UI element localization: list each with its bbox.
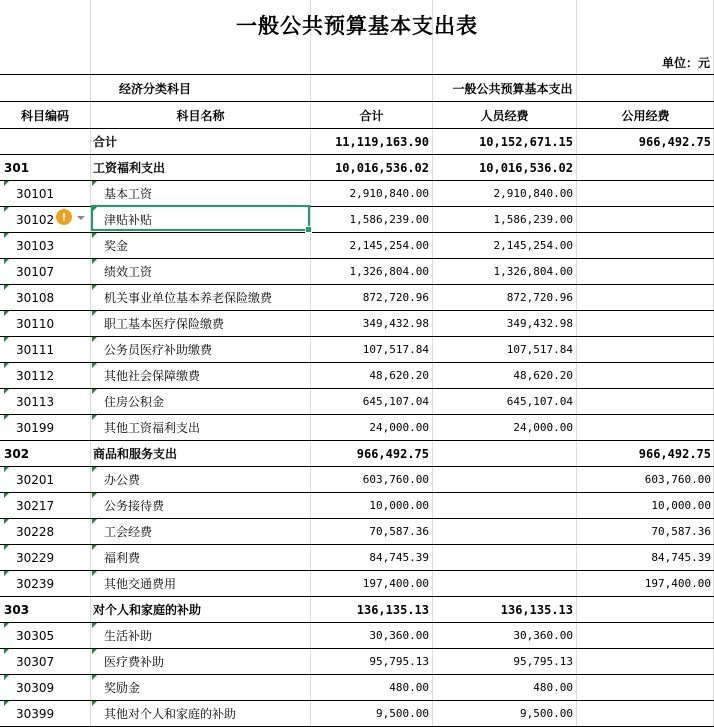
cell-public[interactable] xyxy=(577,259,714,285)
cell-total[interactable] xyxy=(311,389,432,415)
cell-name[interactable]: 公务接待费 xyxy=(104,499,165,513)
text-number-indicator-icon xyxy=(92,181,97,186)
cell-value xyxy=(573,551,576,564)
cell-value xyxy=(573,473,576,486)
cell-code[interactable]: 30101 xyxy=(16,187,55,201)
text-number-indicator-icon xyxy=(4,285,9,290)
cell-value: 95,795.13 xyxy=(513,655,573,668)
text-number-indicator-icon xyxy=(4,675,9,680)
cell-public[interactable] xyxy=(577,337,714,363)
cell-value: 84,745.39 xyxy=(369,551,429,564)
table-row xyxy=(0,233,714,259)
cell-value: 30,360.00 xyxy=(369,629,429,642)
cell-value: 11,119,163.90 xyxy=(335,135,429,149)
cell-public[interactable] xyxy=(577,441,714,467)
cell-value: 10,000.00 xyxy=(369,499,429,512)
cell-personnel[interactable] xyxy=(433,129,576,155)
dropdown-arrow-icon[interactable] xyxy=(77,216,85,220)
cell-value: 480.00 xyxy=(533,681,573,694)
cell-name[interactable]: 对个人和家庭的补助 xyxy=(93,603,202,617)
cell-personnel[interactable] xyxy=(433,207,576,233)
cell-value: 197,400.00 xyxy=(362,577,429,590)
cell-value: 2,145,254.00 xyxy=(493,239,573,252)
cell-total[interactable] xyxy=(311,337,432,363)
cell-code[interactable]: 30103 xyxy=(16,239,55,253)
text-number-indicator-icon xyxy=(92,337,97,342)
cell-personnel[interactable] xyxy=(433,675,576,701)
cell-public[interactable] xyxy=(577,311,714,337)
cell-value: 70,587.36 xyxy=(651,525,711,538)
table-row xyxy=(0,649,714,675)
cell-public[interactable] xyxy=(577,623,714,649)
cell-value: 2,910,840.00 xyxy=(493,187,573,200)
cell-total[interactable] xyxy=(311,311,432,337)
cell-total[interactable] xyxy=(311,493,432,519)
table-row xyxy=(0,701,714,727)
cell-value: 24,000.00 xyxy=(369,421,429,434)
cell-code[interactable]: 30110 xyxy=(16,317,55,331)
cell-value: 136,135.13 xyxy=(500,603,573,617)
cell-value: 966,492.75 xyxy=(638,135,711,149)
text-number-indicator-icon xyxy=(4,623,9,628)
cell-name[interactable]: 生活补助 xyxy=(104,629,153,643)
cell-name[interactable]: 其他交通费用 xyxy=(104,577,177,591)
cell-name[interactable]: 福利费 xyxy=(104,551,141,565)
cell-public[interactable] xyxy=(577,649,714,675)
cell-total[interactable] xyxy=(311,441,432,467)
cell-name[interactable]: 医疗费补助 xyxy=(104,655,165,669)
text-number-indicator-icon xyxy=(92,545,97,550)
cell-public[interactable] xyxy=(577,571,714,597)
cell-name[interactable]: 工资福利支出 xyxy=(93,161,166,175)
cell-personnel[interactable] xyxy=(433,363,576,389)
cell-value xyxy=(573,577,576,590)
cell-value: 10,016,536.02 xyxy=(335,161,429,175)
warning-icon[interactable]: ! xyxy=(56,209,72,225)
cell-value: 9,500.00 xyxy=(520,707,573,720)
table-row xyxy=(0,259,714,285)
cell-public[interactable] xyxy=(577,493,714,519)
cell-value: 1,586,239.00 xyxy=(493,213,573,226)
text-number-indicator-icon xyxy=(92,415,97,420)
cell-personnel[interactable] xyxy=(433,259,576,285)
text-number-indicator-icon xyxy=(4,259,9,264)
cell-code[interactable]: 30102 xyxy=(16,213,55,227)
cell-code[interactable]: 301 xyxy=(4,161,30,175)
cell-total[interactable] xyxy=(311,597,432,623)
text-number-indicator-icon xyxy=(4,571,9,576)
cell-code[interactable]: 30217 xyxy=(16,499,55,513)
cell-public[interactable] xyxy=(577,545,714,571)
cell-public[interactable] xyxy=(577,155,714,181)
cell-personnel[interactable] xyxy=(433,441,576,467)
table-row xyxy=(0,571,714,597)
cell-personnel[interactable] xyxy=(433,519,576,545)
cell-code[interactable]: 30113 xyxy=(16,395,55,409)
cell-personnel[interactable] xyxy=(433,467,576,493)
text-number-indicator-icon xyxy=(4,389,9,394)
cell-personnel[interactable] xyxy=(433,623,576,649)
cell-total[interactable] xyxy=(311,129,432,155)
cell-value: 872,720.96 xyxy=(506,291,573,304)
text-number-indicator-icon xyxy=(92,675,97,680)
text-number-indicator-icon xyxy=(4,337,9,342)
cell-value: 1,326,804.00 xyxy=(349,265,429,278)
cell-value: 48,620.20 xyxy=(369,369,429,382)
text-number-indicator-icon xyxy=(4,207,9,212)
cell-name[interactable]: 合计 xyxy=(93,135,118,149)
cell-public[interactable] xyxy=(577,233,714,259)
cell-code[interactable]: 30228 xyxy=(16,525,55,539)
cell-total[interactable] xyxy=(311,545,432,571)
cell-total[interactable] xyxy=(311,363,432,389)
cell-code[interactable]: 303 xyxy=(4,603,30,617)
selected-cell-outline[interactable] xyxy=(91,205,310,231)
cell-personnel[interactable] xyxy=(433,545,576,571)
cell-code[interactable]: 30309 xyxy=(16,681,55,695)
text-number-indicator-icon xyxy=(4,363,9,368)
text-number-indicator-icon xyxy=(92,259,97,264)
cell-personnel[interactable] xyxy=(433,701,576,727)
header-code[interactable]: 科目编码 xyxy=(20,108,69,123)
cell-value: 1,586,239.00 xyxy=(349,213,429,226)
header-public[interactable]: 公用经费 xyxy=(621,108,670,123)
cell-value: 2,145,254.00 xyxy=(349,239,429,252)
text-number-indicator-icon xyxy=(4,493,9,498)
cell-value: 349,432.98 xyxy=(362,317,429,330)
cell-personnel[interactable] xyxy=(433,181,576,207)
cell-name[interactable]: 公务员医疗补助缴费 xyxy=(104,343,213,357)
table-row xyxy=(0,311,714,337)
cell-value: 70,587.36 xyxy=(369,525,429,538)
cell-personnel[interactable] xyxy=(433,389,576,415)
cell-value: 48,620.20 xyxy=(513,369,573,382)
cell-code[interactable]: 30201 xyxy=(16,473,55,487)
cell-personnel[interactable] xyxy=(433,285,576,311)
table-row xyxy=(0,389,714,415)
cell-name[interactable]: 其他对个人和家庭的补助 xyxy=(104,707,237,721)
cell-code[interactable] xyxy=(0,129,90,155)
text-number-indicator-icon xyxy=(4,701,9,706)
cell-name[interactable]: 办公费 xyxy=(104,473,141,487)
text-number-indicator-icon xyxy=(92,519,97,524)
cell-name[interactable]: 商品和服务支出 xyxy=(93,447,178,461)
header-total[interactable]: 合计 xyxy=(359,108,384,123)
table-row xyxy=(0,129,714,155)
cell-value: 872,720.96 xyxy=(362,291,429,304)
cell-name[interactable]: 机关事业单位基本养老保险缴费 xyxy=(104,291,273,305)
cell-personnel[interactable] xyxy=(433,571,576,597)
table-row xyxy=(0,467,714,493)
cell-name[interactable]: 基本工资 xyxy=(104,187,153,201)
cell-code[interactable]: 30229 xyxy=(16,551,55,565)
table-row xyxy=(0,519,714,545)
text-number-indicator-icon xyxy=(4,519,9,524)
text-number-indicator-icon xyxy=(92,389,97,394)
cell-total[interactable] xyxy=(311,155,432,181)
cell-value: 95,795.13 xyxy=(369,655,429,668)
cell-value: 9,500.00 xyxy=(376,707,429,720)
text-number-indicator-icon xyxy=(4,415,9,420)
cell-value: 2,910,840.00 xyxy=(349,187,429,200)
text-number-indicator-icon xyxy=(92,571,97,576)
text-number-indicator-icon xyxy=(4,311,9,316)
text-number-indicator-icon xyxy=(4,649,9,654)
header-budget-group[interactable]: 一般公共预算基本支出 xyxy=(452,81,573,96)
cell-total[interactable] xyxy=(311,207,432,233)
cell-total[interactable] xyxy=(311,519,432,545)
cell-name[interactable]: 绩效工资 xyxy=(104,265,153,279)
cell-value: 480.00 xyxy=(389,681,429,694)
cell-public[interactable] xyxy=(577,129,714,155)
cell-name[interactable]: 工会经费 xyxy=(104,525,153,539)
cell-total[interactable] xyxy=(311,571,432,597)
text-number-indicator-icon xyxy=(92,311,97,316)
cell-name[interactable]: 其他工资福利支出 xyxy=(104,421,201,435)
cell-personnel[interactable] xyxy=(433,233,576,259)
cell-code[interactable]: 30108 xyxy=(16,291,55,305)
cell-public[interactable] xyxy=(577,675,714,701)
cell-name[interactable]: 职工基本医疗保险缴费 xyxy=(104,317,225,331)
text-number-indicator-icon xyxy=(92,363,97,368)
cell-public[interactable] xyxy=(577,415,714,441)
cell-total[interactable] xyxy=(311,415,432,441)
cell-value: 645,107.04 xyxy=(362,395,429,408)
text-number-indicator-icon xyxy=(4,545,9,550)
cell-personnel[interactable] xyxy=(433,415,576,441)
cell-value: 1,326,804.00 xyxy=(493,265,573,278)
cell-public[interactable] xyxy=(577,519,714,545)
cell-total[interactable] xyxy=(311,181,432,207)
cell-value: 107,517.84 xyxy=(506,343,573,356)
cell-total[interactable] xyxy=(311,467,432,493)
cell-code[interactable]: 30111 xyxy=(16,343,55,357)
cell-value: 10,152,671.15 xyxy=(479,135,573,149)
cell-value: 136,135.13 xyxy=(356,603,429,617)
text-number-indicator-icon xyxy=(92,649,97,654)
cell-value: 966,492.75 xyxy=(356,447,429,461)
cell-public[interactable] xyxy=(577,389,714,415)
cell-personnel[interactable] xyxy=(433,311,576,337)
cell-code[interactable]: 30305 xyxy=(16,629,55,643)
sheet-title[interactable]: 一般公共预算基本支出表 xyxy=(236,14,478,38)
cell-code[interactable]: 30107 xyxy=(16,265,55,279)
cell-value: 10,000.00 xyxy=(651,499,711,512)
cell-total[interactable] xyxy=(311,285,432,311)
table-row xyxy=(0,623,714,649)
cell-total[interactable] xyxy=(311,623,432,649)
cell-name[interactable]: 奖金 xyxy=(104,239,129,253)
table-row xyxy=(0,415,714,441)
cell-value xyxy=(573,499,576,512)
cell-personnel[interactable] xyxy=(433,337,576,363)
cell-public[interactable] xyxy=(577,597,714,623)
cell-total[interactable] xyxy=(311,233,432,259)
cell-value: 107,517.84 xyxy=(362,343,429,356)
cell-value: 603,760.00 xyxy=(362,473,429,486)
text-number-indicator-icon xyxy=(4,233,9,238)
cell-name[interactable]: 其他社会保障缴费 xyxy=(104,369,201,383)
cell-value xyxy=(573,525,576,538)
unit-label[interactable]: 单位：元 xyxy=(661,56,710,70)
cell-code[interactable]: 30199 xyxy=(16,421,55,435)
cell-code[interactable]: 30112 xyxy=(16,369,55,383)
cell-name[interactable]: 津贴补贴 xyxy=(104,213,153,227)
cell-personnel[interactable] xyxy=(433,649,576,675)
cell-code[interactable]: 30239 xyxy=(16,577,55,591)
cell-public[interactable] xyxy=(577,467,714,493)
cell-public[interactable] xyxy=(577,701,714,727)
cell-personnel[interactable] xyxy=(433,597,576,623)
cell-value: 24,000.00 xyxy=(513,421,573,434)
text-number-indicator-icon xyxy=(92,701,97,706)
cell-code[interactable]: 30399 xyxy=(16,707,55,721)
cell-value: 349,432.98 xyxy=(506,317,573,330)
cell-name[interactable]: 奖励金 xyxy=(104,681,141,695)
text-number-indicator-icon xyxy=(92,623,97,628)
text-number-indicator-icon xyxy=(92,285,97,290)
cell-value: 645,107.04 xyxy=(506,395,573,408)
cell-name[interactable]: 住房公积金 xyxy=(104,395,165,409)
cell-public[interactable] xyxy=(577,207,714,233)
text-number-indicator-icon xyxy=(92,493,97,498)
table-row xyxy=(0,181,714,207)
cell-value: 10,016,536.02 xyxy=(479,161,573,175)
cell-total[interactable] xyxy=(311,675,432,701)
table-row xyxy=(0,155,714,181)
table-row xyxy=(0,363,714,389)
table-row xyxy=(0,545,714,571)
text-number-indicator-icon xyxy=(4,467,9,472)
cell-public[interactable] xyxy=(577,285,714,311)
table-row xyxy=(0,597,714,623)
cell-personnel[interactable] xyxy=(433,155,576,181)
table-row xyxy=(0,285,714,311)
cell-value: 30,360.00 xyxy=(513,629,573,642)
text-number-indicator-icon xyxy=(92,233,97,238)
cell-value: 197,400.00 xyxy=(644,577,711,590)
cell-total[interactable] xyxy=(311,649,432,675)
cell-value: 603,760.00 xyxy=(644,473,711,486)
table-row xyxy=(0,675,714,701)
header-name[interactable]: 科目名称 xyxy=(176,108,225,123)
cell-public[interactable] xyxy=(577,181,714,207)
header-personnel[interactable]: 人员经费 xyxy=(480,108,529,123)
table-row xyxy=(0,441,714,467)
cell-value xyxy=(573,447,576,461)
cell-code[interactable]: 30307 xyxy=(16,655,55,669)
header-econ-group[interactable]: 经济分类科目 xyxy=(118,81,191,96)
cell-value: 966,492.75 xyxy=(638,447,711,461)
text-number-indicator-icon xyxy=(92,467,97,472)
cell-public[interactable] xyxy=(577,363,714,389)
cell-total[interactable] xyxy=(311,701,432,727)
cell-total[interactable] xyxy=(311,259,432,285)
fill-handle[interactable] xyxy=(305,226,312,233)
cell-value: 84,745.39 xyxy=(651,551,711,564)
cell-code[interactable]: 302 xyxy=(4,447,30,461)
text-number-indicator-icon xyxy=(4,181,9,186)
cell-personnel[interactable] xyxy=(433,493,576,519)
table-row xyxy=(0,493,714,519)
table-row xyxy=(0,337,714,363)
